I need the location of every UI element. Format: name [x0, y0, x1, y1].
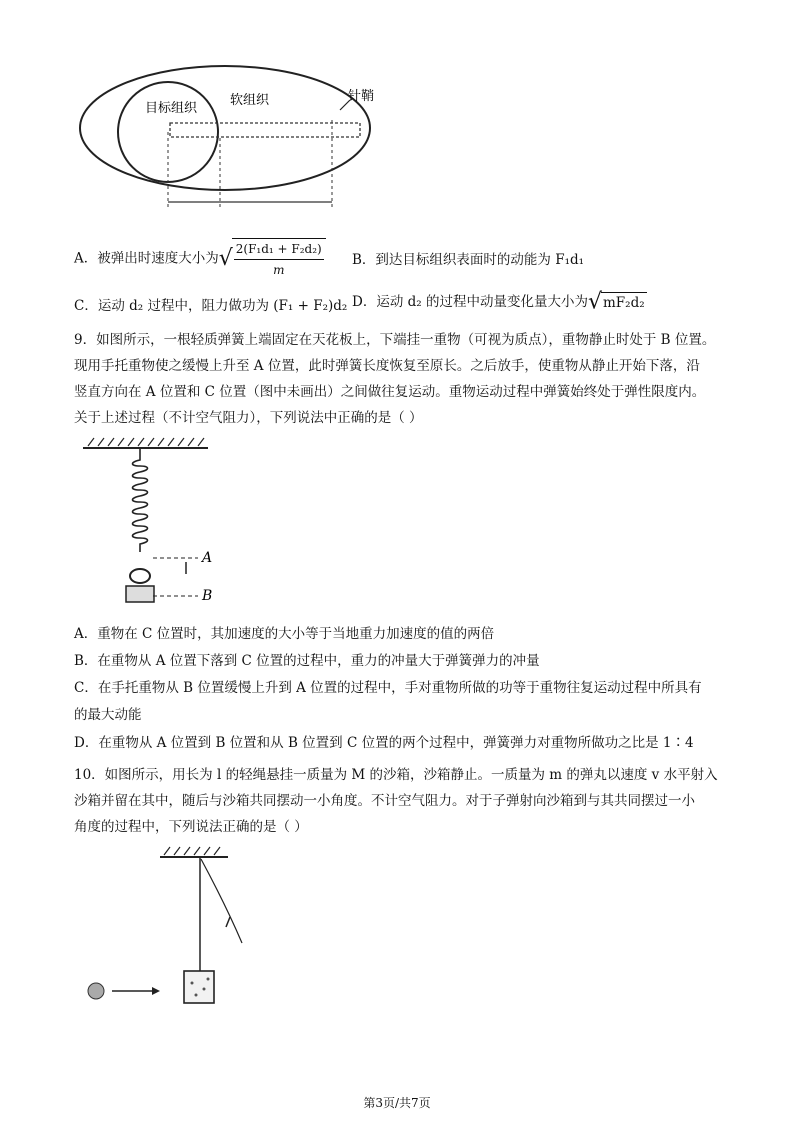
q8-option-b: B．到达目标组织表面时的动能为 F₁d₁ [352, 252, 585, 268]
spring-diagram [78, 436, 248, 616]
q9-option-c-cont: 的最大动能 [74, 707, 142, 723]
q10-stem-line-3: 角度的过程中，下列说法正确的是（ ） [74, 819, 308, 835]
q8-option-c: C．运动 d₂ 过程中，阻力做功为 (F₁ + F₂)d₂ [74, 298, 348, 314]
q9-option-b: B．在重物从 A 位置下落到 C 位置的过程中，重力的冲量大于弹簧弹力的冲量 [74, 653, 540, 669]
spring-coil [133, 448, 148, 552]
needle-tissue-diagram [70, 60, 400, 220]
q8-d-radicand: mF₂d₂ [601, 292, 647, 313]
q8-option-a: A．被弹出时速度大小为√ $\frac{\text{2(F₁d₁ + F₂d₂)}}{m}$ [74, 238, 326, 280]
q9-option-d: D．在重物从 A 位置到 B 位置和从 B 位置到 C 位置的两个过程中，弹簧弹力对重物所做功之比是 1∶4 [74, 735, 694, 751]
position-b-label: B [202, 588, 213, 604]
sandbox-pendulum-diagram [80, 845, 260, 1015]
soft-tissue-label: 软组织 [230, 93, 270, 108]
bullet [88, 983, 104, 999]
q8-a-denominator: m [273, 263, 285, 277]
sandbox [184, 971, 214, 1003]
needle-sheath-label: 针鞘 [348, 89, 375, 104]
q8-a-numerator: 2(F₁d₁ + F₂d₂) [234, 239, 324, 260]
position-a-label: A [202, 550, 213, 566]
q10-stem-line-1: 10．如图所示，用长为 l 的轻绳悬挂一质量为 M 的沙箱，沙箱静止。一质量为 m 的弹丸以速度 v 水平射入 [74, 767, 718, 783]
q9-stem-line-2: 现用手托重物使之缓慢上升至 A 位置，此时弹簧长度恢复至原长。之后放手，使重物从静止开始下落，沿 [74, 358, 700, 374]
page-number: 第3页/共7页 [363, 1096, 431, 1110]
q10-stem-line-2: 沙箱并留在其中，随后与沙箱共同摆动一小角度。不计空气阻力。对于子弹射向沙箱到与其共同摆过一小 [74, 793, 695, 809]
q9-stem-line-1: 9．如图所示，一根轻质弹簧上端固定在天花板上，下端挂一重物（可视为质点），重物静止时处于 B 位置。 [74, 332, 716, 348]
weight-block [126, 586, 154, 602]
q9-stem-line-3: 竖直方向在 A 位置和 C 位置（图中未画出）之间做往复运动。重物运动过程中弹簧始终处于弹性限度内。 [74, 384, 706, 400]
q9-option-c: C．在手托重物从 B 位置缓慢上升到 A 位置的过程中，手对重物所做的功等于重物往复运动过程中所具有 [74, 680, 702, 696]
q9-option-a: A．重物在 C 位置时，其加速度的大小等于当地重力加速度的值的两倍 [74, 626, 495, 642]
q8-option-d: D．运动 d₂ 的过程中动量变化量大小为√mF₂d₂ [352, 289, 645, 315]
q9-stem-line-4: 关于上述过程（不计空气阻力），下列说法中正确的是（ ） [74, 410, 423, 426]
target-tissue-label: 目标组织 [145, 101, 198, 116]
